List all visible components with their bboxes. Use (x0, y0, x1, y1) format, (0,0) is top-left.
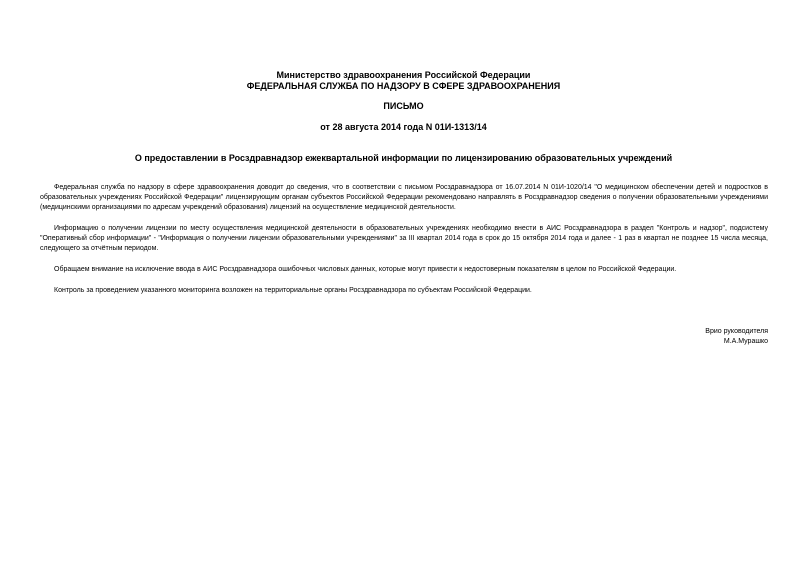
document-date-number: от 28 августа 2014 года N 01И-1313/14 (320, 122, 487, 132)
paragraph-2: Информацию о получении лицензии по месту осуществления медицинской деятельности в образовательных учреждениях необходимо внести в АИС Росздравнадзора в раздел "Контроль и надзор", подсистему "Оперативный сбор информации" - "Информация о получении лицензии образовательными учреждениями" за III квартал 2014 года в срок до 15 октября 2014 года и далее - 1 раз в квартал не позднее 15 числа месяца, следующего за отчётным периодом. (40, 225, 768, 252)
signatory-position: Врио руководителя (705, 328, 768, 335)
paragraph-4: Контроль за проведением указанного мониторинга возложен на территориальные органы Росздравнадзора по субъектам Российской Федерации. (54, 287, 532, 294)
document-header (0, 70, 807, 92)
document-title: О предоставлении в Росздравнадзор ежеквартальной информации по лицензированию образовательных учреждений (134, 153, 673, 163)
signature-block (705, 327, 768, 347)
ministry-name: Министерство здравоохранения Российской Федерации (276, 70, 531, 80)
signatory-name: М.А.Мурашко (723, 338, 768, 345)
service-name: ФЕДЕРАЛЬНАЯ СЛУЖБА ПО НАДЗОРУ В СФЕРЕ ЗДРАВООХРАНЕНИЯ (246, 81, 561, 91)
document-type: ПИСЬМО (383, 101, 424, 111)
paragraph-3: Обращаем внимание на исключение ввода в АИС Росздравнадзора ошибочных числовых данных, которые могут привести к недостоверным показателям в целом по Российской Федерации. (54, 266, 677, 273)
paragraph-1: Федеральная служба по надзору в сфере здравоохранения доводит до сведения, что в соответствии с письмом Росздравнадзора от 16.07.2014 N 01И-1020/14 "О медицинском обеспечении детей и подростков в образовательных учреждениях Российской Федерации" лицензирующим органам субъектов Российской Федерации рекомендовано направлять в Росздравнадзор сведения о получении образовательными учреждениями (медицинскими организациями по адресам учреждений образования) лицензий на осуществление медицинской деятельности. (40, 184, 768, 211)
